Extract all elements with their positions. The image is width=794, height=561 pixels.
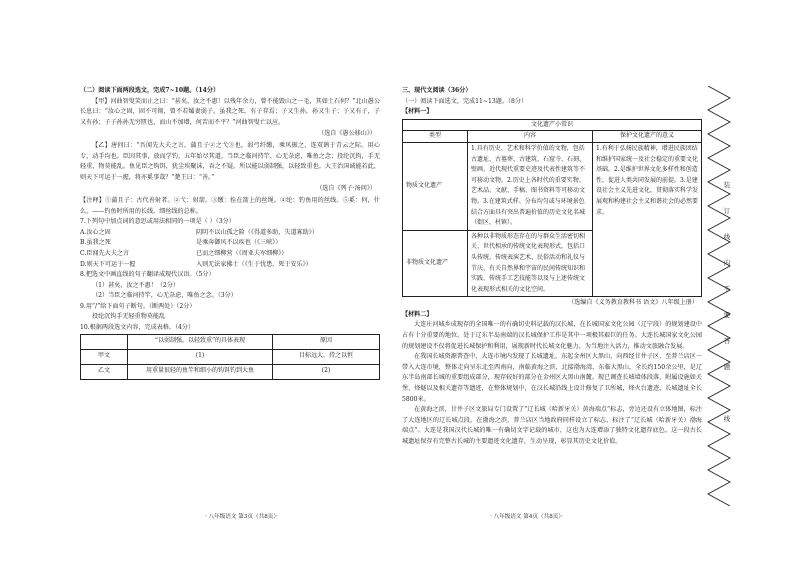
binding-label-2: 订 — [723, 207, 731, 215]
question-8-2: （2）当臣之临河持竿，心无杂虑，唯鱼之念。（3分） — [92, 292, 237, 300]
material-2-label: 【材料二】 — [402, 310, 433, 318]
heritage-content-material: 1.具有历史、艺术和科学价值的文物，包括古遗址、古墓葬、古建筑、石窟寺、石刻、壁画、近代现代重要史迹及代表性建筑等不可移动文物。2.历史上各时代的重要实物、艺术品、文献、手稿、图书资料等可移动文物。3.在建筑式样、分布均匀或与环境景色结合方面具有突出普遍价值的历史文化名城（街区、村镇）。 — [468, 142, 593, 230]
heritage-head-content: 内容 — [468, 131, 593, 143]
passage-jia-source: （选自《愚公移山》） — [318, 130, 376, 138]
q10-table — [80, 334, 380, 380]
binding-label-5: 不 — [723, 285, 731, 293]
subsection-1-title: （一）阅读下面选文，完成11~13题。（8分） — [402, 97, 528, 105]
q7-option-c-right: 已而之细柳营（《周亚夫军细柳》） — [196, 249, 288, 257]
q10-row2-label: 乙文 — [81, 364, 128, 379]
q10-head-reason: 原因 — [273, 334, 380, 349]
q7-option-d — [80, 260, 380, 271]
question-9: 9.用“/”给下面句子断句。（断两处）（2分） — [80, 302, 196, 310]
question-8: 8.把选文中画直线的句子翻译成现代汉语。（5分） — [80, 271, 215, 279]
q7-option-a-right: 阴阴不以山孤之险（《得道多助，失道寡助》） — [196, 228, 318, 236]
right-column — [402, 86, 702, 448]
q7-option-b — [80, 238, 380, 249]
passage-jia-text: 河曲智叟笑而止之曰：“甚矣，汝之不惠！以残年余力，曾不能毁山之一毛，其如土石何？”北山愚公长息曰：“汝心之固，固不可彻，曾不若孀妻弱子。虽我之死，有子存焉；子又生孙，孙又生子；子又有子，子又有孙；子子孙孙无穷匮也，而山不加增，何苦而不平？”河曲智叟亡以应。 — [80, 97, 380, 126]
binding-label-4: 内 — [723, 259, 731, 267]
material-2-paragraph-3: 在黄海之滨，甘井子区文旅局专门设置了“辽长城（哈新牙关）黄海端点”标志，旁边还设有立体地图，标注了大连地区的辽长城点段。在渤海之滨，普兰店区当地政府同样设立了标志，标注了“辽长城（哈新牙关）渤海端点”。大连是我国汉代长城的唯一有确切文字记载的城市，这也为大连增添了独特文化遗存底色。这一段古长城遗址保存有完整古长城的主要遗迹文化遗存，生动呈现，彰显其历史文化价值。 — [402, 406, 702, 445]
q7-option-b-right: 是乘奔御风不以疾也（《三峡》） — [196, 239, 282, 247]
table-row — [81, 349, 380, 364]
passage-yi-source: （选自《列子·汤问》） — [316, 185, 376, 193]
q7-option-a-left: A.汝心之固 — [80, 228, 111, 236]
binding-label-3: 线 — [723, 233, 731, 241]
material-1-source: （选编自《义务教育教科书 语文》八年级上册） — [568, 299, 698, 307]
binding-label-7: 答 — [723, 337, 731, 345]
q10-head-performance: “以弱制强，以轻致重”的具体表现 — [128, 334, 273, 349]
q10-table-head — [81, 334, 380, 349]
q10-head-blank — [81, 334, 128, 349]
question-7: 7.下列句中加点词的意思或用法相同的一项是（ ）（3分） — [80, 218, 235, 226]
q7-option-a — [80, 228, 380, 239]
heritage-type-material: 物质文化遗产 — [403, 142, 468, 230]
passage-jia — [80, 97, 380, 129]
question-9-text: 投纶沉钩手无轻重物莫能乱 — [92, 313, 166, 321]
footer-page-4: · 八年级语文 第4页（共8页）· — [490, 514, 563, 520]
heritage-caption: 文化遗产小常识 — [403, 119, 702, 131]
passage-jia-label: 【甲】 — [92, 97, 111, 105]
q7-option-b-left: B.虽我之死 — [80, 239, 111, 247]
binding-label-6: 要 — [723, 311, 731, 319]
passage-yi-text: 唐何曰：“吾闻先大夫之言，蒲且子②之弋③也，弱弓纤缴，乘风振之，连双鸧于青云之际。用心专，动手均也。臣因其事，放而学钓，五年始尽其道。当臣之临河持竿，心无杂虑，唯鱼之念；投纶沉钩，手无轻重，物莫能乱。鱼见臣之钩饵，犹尘埃聚沫，吞之不疑。所以能以弱制强，以轻致重也。大王治国诚能若此，则天下可运于一握，将亦奚事哉？”楚王曰：“善。” — [80, 141, 380, 181]
material-2-paragraph-1: 大连庄河城乡成现存的全国唯一的有确切史料记载的汉长城，在长城国家文化公园（辽宁段）的规划建设中占有十分重要的地位。处于辽东半岛南端的汉长城保护工作是其中一项极其艰巨的任务。大连长城国家文化公园的规划建设不仅将促进长城保护和利用，展现新时代长城文化魅力，为当地注入活力，推动文旅融合发展。 — [402, 321, 702, 350]
q7-option-d-right: 入则无法家拂士（《生于忧患，死于安乐》） — [196, 260, 312, 268]
annotation-note: 【注释】①蒲且子：古代善射者。②弋：射箭。③缴：拴在箭上的丝绳。④纶：钓鱼用的丝线。⑤奚：何，什么。——钓鱼时所用的长线，细丝线的总称。 — [80, 196, 380, 215]
binding-label-line: 线 — [723, 415, 731, 423]
heritage-head-meaning: 保护文化遗产的意义 — [593, 131, 702, 143]
table-row — [81, 364, 380, 379]
heritage-head-type: 类型 — [403, 131, 468, 143]
binding-zigzag-line — [704, 86, 734, 506]
q10-row1-answer-blank[interactable]: (1) — [128, 349, 273, 364]
material-1-label: 【材料一】 — [402, 108, 433, 116]
heritage-table — [402, 119, 702, 298]
q10-row2-answer-blank[interactable]: (2) — [273, 364, 380, 379]
heritage-meaning: 1.有利于弘扬民族精神，增进民族团结和维护国家统一及社会稳定的重要文化基础。2.是维护世界文化多样性和创造性，促进人类共同发展的前提。3.是建设社会主义先进文化，贯彻落实科学发展观和构建社会主义和谐社会的必然要求。 — [593, 142, 702, 296]
q7-option-d-left: D.则天下可运于一握 — [80, 260, 136, 268]
question-10: 10.根据两段选文内容，完成表格。（4分） — [80, 324, 195, 332]
q10-row2-performance: 用重量很轻的鱼竿和细小的钩饵钓到大鱼 — [128, 364, 273, 379]
footer-page-3: · 八年级语文 第3页（共8页）· — [205, 514, 278, 520]
left-column — [80, 86, 380, 380]
question-8-1: （1）甚矣，汝之不惠！（2分） — [92, 281, 179, 289]
material-2-paragraph-2: 在我国长城资源普查中，大连市境内发现了长城遗址，东起金州区大黑山，向西经甘井子区，至普兰店区一带入大连市境，整体走向呈东北至西南向，南临黄海之滨，北接渤海湾，东临大黑山，全长约150余公里，是辽东半岛南部长城的重要组成部分，现存较好的部分在金州区大黑山南麓。现已调查长城墙体段落、附属设施如关堡、烽燧以及相关遗存等遗迹，在整体规划中，在汉长城沿线上设计修复了卫所城，烽火台遗迹，长城遗址全长5800米。 — [402, 353, 702, 403]
heritage-type-intangible: 非物质文化遗产 — [403, 230, 468, 297]
q10-row1-reason: 目标远大，持之以恒 — [273, 349, 380, 364]
binding-label-1: 装 — [723, 181, 731, 189]
binding-label-8: 题 — [723, 363, 731, 371]
heritage-content-intangible: 各种以非物质形态存在的与群众生活密切相关、世代相承的传统文化表现形式，包括口头传统、传统表演艺术、民俗活动和礼仪与节庆、有关自然界和宇宙的民间传统知识和实践、传统手工艺技能等以及与上述传统文化表现形式相关的文化空间。 — [468, 230, 593, 297]
q7-option-c — [80, 249, 380, 260]
heritage-head-row — [403, 131, 702, 143]
passage-yi — [80, 141, 380, 183]
heritage-caption-row — [403, 119, 702, 131]
section-3-title: 三、现代文阅读（36分） — [402, 87, 472, 94]
table-row — [403, 142, 702, 230]
section-2-title: （二）阅读下面两段选文，完成7~10题。（14分） — [80, 87, 220, 94]
passage-yi-label: 【乙】 — [92, 141, 111, 149]
q7-option-c-left: C.臣闻先大夫之言 — [80, 249, 130, 257]
q10-row1-label: 甲文 — [81, 349, 128, 364]
